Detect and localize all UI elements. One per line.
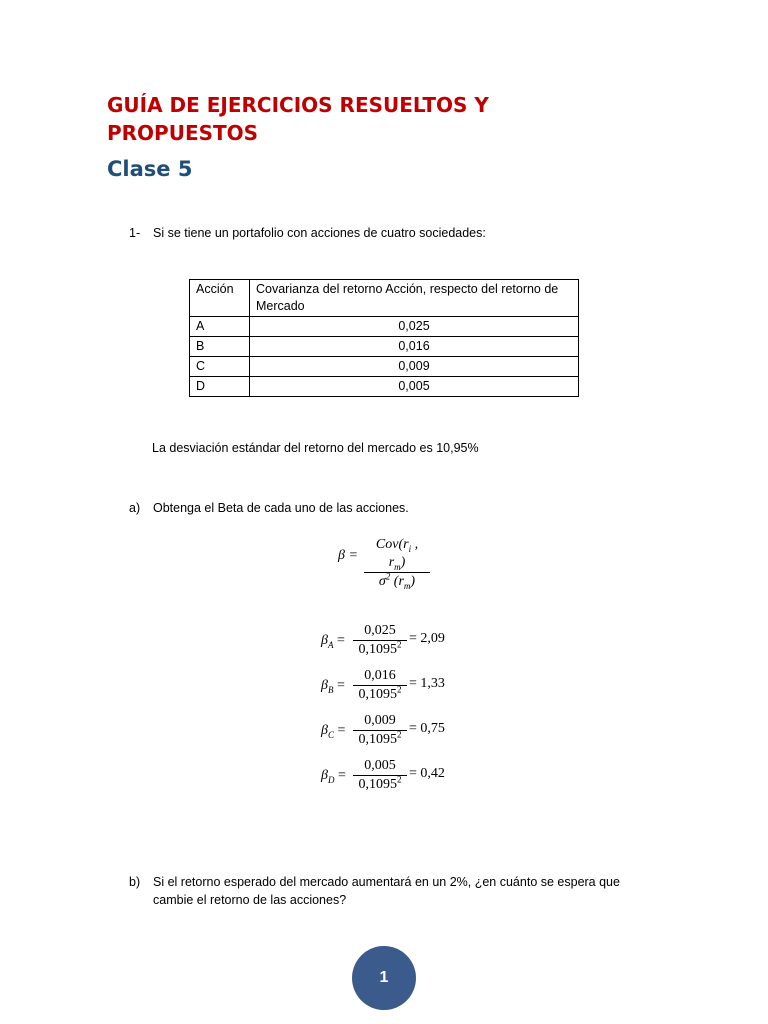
beta-result-value: = 0,75 [409,721,445,736]
beta-result-lhs: $\beta_A$ = [321,633,345,650]
covariance-table [189,279,579,397]
table-row [190,317,579,337]
beta-result-numerator: 0,009 [353,712,407,731]
beta-result-value: = 0,42 [409,766,445,781]
beta-formula-denominator: $\sigma^2$ $(r_m)$ [378,571,416,591]
beta-result-numerator: 0,016 [353,667,407,686]
beta-result-lhs: $\beta_C$ = [321,723,346,740]
part-a-marker: a) [129,501,141,515]
exercise-1-text: Si se tiene un portafolio con acciones de cuatro sociedades: [153,226,486,240]
exercise-1-number: 1- [129,226,141,240]
table-row [190,357,579,377]
beta-result-row [321,622,461,662]
beta-result-value: = 1,33 [409,676,445,691]
exercise-1 [129,224,549,244]
beta-result-row [321,757,461,797]
part-b-text: Si el retorno esperado del mercado aumentará en un 2%, ¿en cuánto se espera que cambie el retorno de las acciones? [153,875,620,907]
beta-formula-numerator: $Cov(r_i$ , $r_m$) [364,536,430,573]
table-row [190,337,579,357]
table-cell-covarianza: 0,016 [250,337,579,357]
page-number-badge: 1 [352,946,416,1010]
beta-formula-lhs: β = [338,548,358,563]
beta-result-subscript: D [327,774,335,785]
beta-result-lhs: $\beta_B$ = [321,678,345,695]
table-cell-accion: D [190,377,250,397]
table-cell-accion: C [190,357,250,377]
beta-result-fraction: $\frac{0,025}{0,1095^2}$ [353,622,407,659]
beta-result-row [321,667,461,707]
table-cell-covarianza: 0,025 [250,317,579,337]
beta-result-subscript: C [327,729,334,740]
table-cell-accion: A [190,317,250,337]
beta-result-subscript: B [327,684,334,695]
beta-result-numerator: 0,025 [353,622,407,641]
beta-formula [338,536,438,591]
table-header-row [190,280,579,317]
part-b [129,873,669,913]
table-cell-covarianza: 0,009 [250,357,579,377]
beta-result-denominator: 0,1095 [358,687,397,702]
table-header-accion: Acción [190,280,250,317]
beta-result-fraction: $\frac{0,005}{0,1095^2}$ [353,757,407,794]
beta-result-denominator: 0,1095 [358,642,397,657]
beta-result-denominator: 0,1095 [358,777,397,792]
table-cell-covarianza: 0,005 [250,377,579,397]
beta-result-fraction: $\frac{0,016}{0,1095^2}$ [353,667,407,704]
beta-result-lhs: $\beta_D$ = [321,768,346,785]
part-a [129,499,549,519]
table-row [190,377,579,397]
beta-result-numerator: 0,005 [353,757,407,776]
beta-formula-fraction [364,536,430,591]
table-header-covarianza: Covarianza del retorno Acción, respecto del retorno de Mercado [250,280,579,317]
part-a-text: Obtenga el Beta de cada uno de las acciones. [153,501,409,515]
table-cell-accion: B [190,337,250,357]
beta-result-subscript: A [327,639,334,650]
std-dev-text: La desviación estándar del retorno del mercado es 10,95% [152,441,479,455]
page-subtitle: Clase 5 [107,157,193,181]
beta-result-denominator: 0,1095 [358,732,397,747]
beta-result-value: = 2,09 [409,631,445,646]
page-title: GUÍA DE EJERCICIOS RESUELTOS Y PROPUESTOS [107,93,489,145]
part-b-marker: b) [129,875,141,889]
beta-result-row [321,712,461,752]
beta-result-fraction: $\frac{0,009}{0,1095^2}$ [353,712,407,749]
